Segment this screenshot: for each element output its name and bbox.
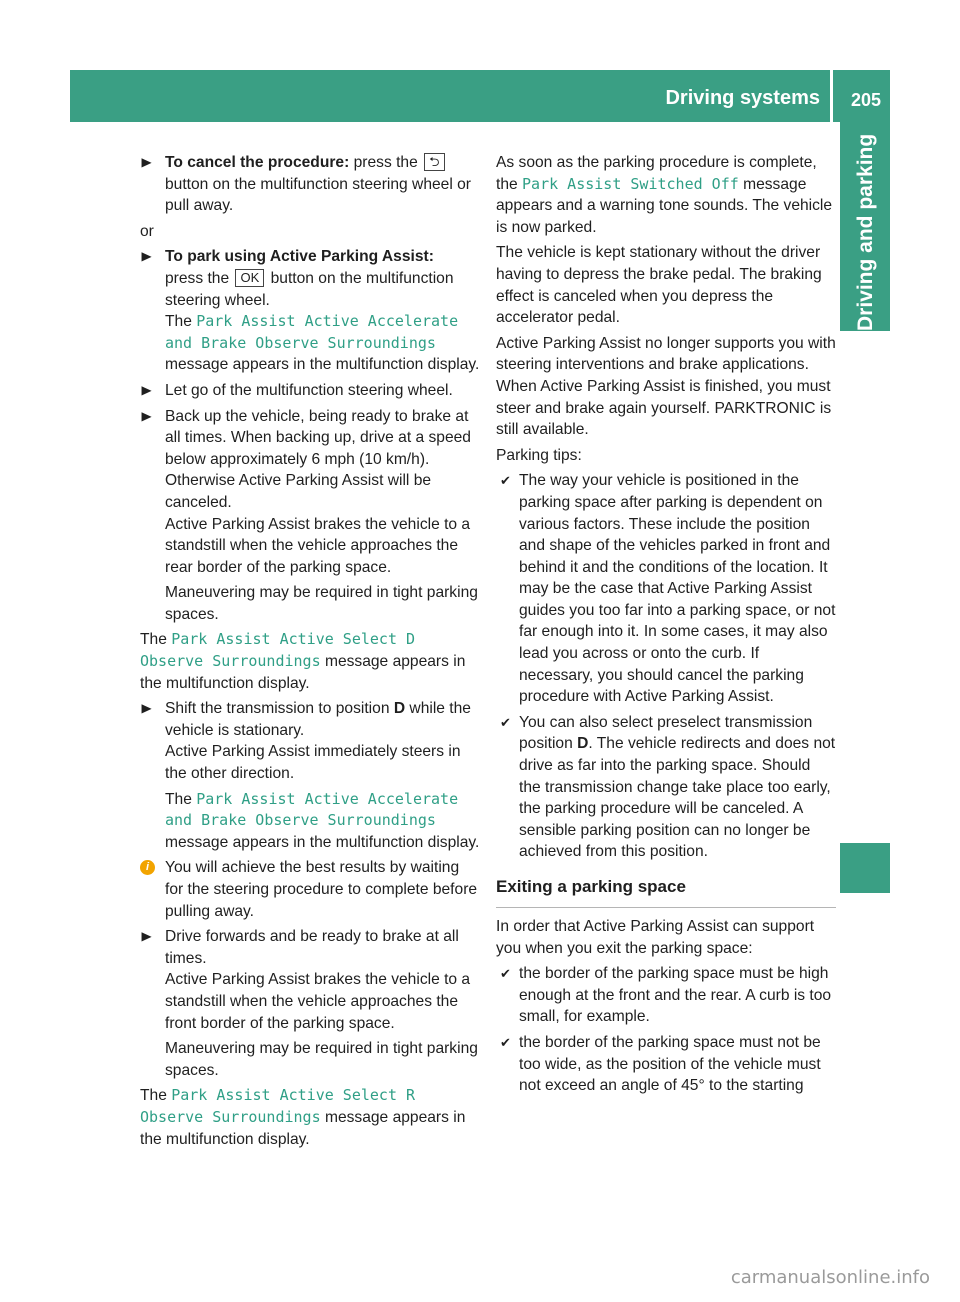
header-divider [830, 70, 833, 122]
paragraph: The vehicle is kept stationary without the driver having to depress the brake pedal. The braking effect is canceled when you depress the accelerator pedal. [496, 244, 822, 327]
step-arrow-icon: ▶ [141, 155, 152, 169]
page-number: 205 [850, 90, 881, 110]
bullet-icon: ✔ [500, 714, 511, 730]
message-paragraph: The Park Assist Active Select D Observe Surroundings message appears in the multifunction display. [140, 630, 466, 692]
display-message: Park Assist Switched Off [522, 174, 739, 193]
step-arrow-icon: ▶ [141, 929, 152, 944]
display-message: Park Assist Active Select D Observe Surroundings [140, 630, 416, 671]
right-column [496, 152, 836, 1101]
info-icon: i [140, 860, 155, 875]
list-item: ✔ the border of the parking space must not be too wide, as the position of the vehicle must not exceed an angle of 45° to the starting [500, 1033, 821, 1095]
display-message: Park Assist Active Select R Observe Surroundings [140, 1086, 416, 1126]
back-button-icon: ⮌ [424, 153, 444, 171]
step-arrow-icon: ▶ [141, 408, 152, 423]
message-paragraph: The Park Assist Active Select R Observe Surroundings message appears in the multifunction display. [140, 1086, 466, 1148]
list-item: ✔ the border of the parking space must be high enough at the front and the rear. A curb is too small, for example. [500, 965, 832, 1026]
display-message: Park Assist Active Accelerate and Brake Observe Surroundings [165, 789, 459, 830]
step-arrow-icon: ▶ [141, 249, 152, 264]
paragraph: In order that Active Parking Assist can support you when you exit the parking space: [496, 918, 815, 957]
step-back-up: ▶ Back up the vehicle, being ready to brake at all times. When backing up, drive at a speed below approximately 6 mph (10 km/h). Otherwise Active Parking Assist will be canceled. Active Parking Assist brakes the vehicle to a standstill when the vehicle approaches the rear border of the parking space. Maneuvering may be required in tight parking spaces. [141, 407, 478, 623]
display-message: Park Assist Active Accelerate and Brake Observe Surroundings [165, 312, 459, 352]
left-column [140, 152, 480, 1154]
section-title: Driving systems [665, 87, 820, 109]
info-note: i You will achieve the best results by waiting for the steering procedure to complete before pulling away. [140, 857, 480, 922]
step-shift: ▶ Shift the transmission to position D while the vehicle is stationary. Active Parking Assist immediately steers in the other direction. The Park Assist Active Accelerate and Brake Observe Surroundings message appears in the multifunction display. [141, 700, 480, 851]
chapter-marker [840, 843, 890, 893]
bullet-icon: ✔ [500, 473, 511, 489]
step-arrow-icon: ▶ [141, 382, 152, 397]
page-header [70, 70, 890, 122]
section-heading: Exiting a parking space [496, 875, 836, 908]
bullet-icon: ✔ [500, 1034, 511, 1050]
step-arrow-icon: ▶ [141, 701, 152, 716]
list-item: ✔ You can also select preselect transmission position D. The vehicle redirects and does not drive as far into the parking space. Should the transmission change take place too early, the parking procedure will be canceled. A sensible parking position can no longer be achieved from this position. [500, 713, 836, 861]
step-park: ▶ To park using Active Parking Assist: press the OK button on the multifunction steering wheel. The Park Assist Active Accelerate and Brake Observe Surroundings message appears in the multifunction display. [141, 248, 480, 374]
or-text: or [140, 222, 154, 240]
step-drive-forward: ▶ Drive forwards and be ready to brake at all times. Active Parking Assist brakes the vehicle to a standstill when the vehicle approaches the front border of the parking space. Maneuvering may be required in tight parking spaces. [141, 928, 478, 1079]
bullet-icon: ✔ [500, 966, 511, 982]
ok-button-icon: OK [235, 269, 264, 287]
step-cancel: ▶ To cancel the procedure: press the ⮌ button on the multifunction steering wheel or pull away. [141, 154, 471, 215]
parking-tips-label: Parking tips: [496, 446, 582, 464]
paragraph: Active Parking Assist no longer supports you with steering interventions and brake applications. When Active Parking Assist is finished, you must steer and brake again yourself. PARKTRONIC is still available. [496, 334, 836, 439]
list-item: ✔ The way your vehicle is positioned in the parking space after parking is dependent on various factors. These include the position and shape of the vehicles parked in front and behind it and the conditions of the location. It may be the case that Active Parking Assist guides you too far into a parking space, or not far enough into it. In some cases, it may also lead you across or onto the curb. If necessary, you should cancel the parking procedure with Active Parking Assist. [500, 472, 836, 706]
footer-watermark: carmanualsonline.info [730, 1267, 930, 1288]
step-let-go: ▶ Let go of the multifunction steering wheel. [141, 381, 453, 399]
paragraph: As soon as the parking procedure is complete, the Park Assist Switched Off message appears and a warning tone sounds. The vehicle is now parked. [496, 154, 833, 236]
